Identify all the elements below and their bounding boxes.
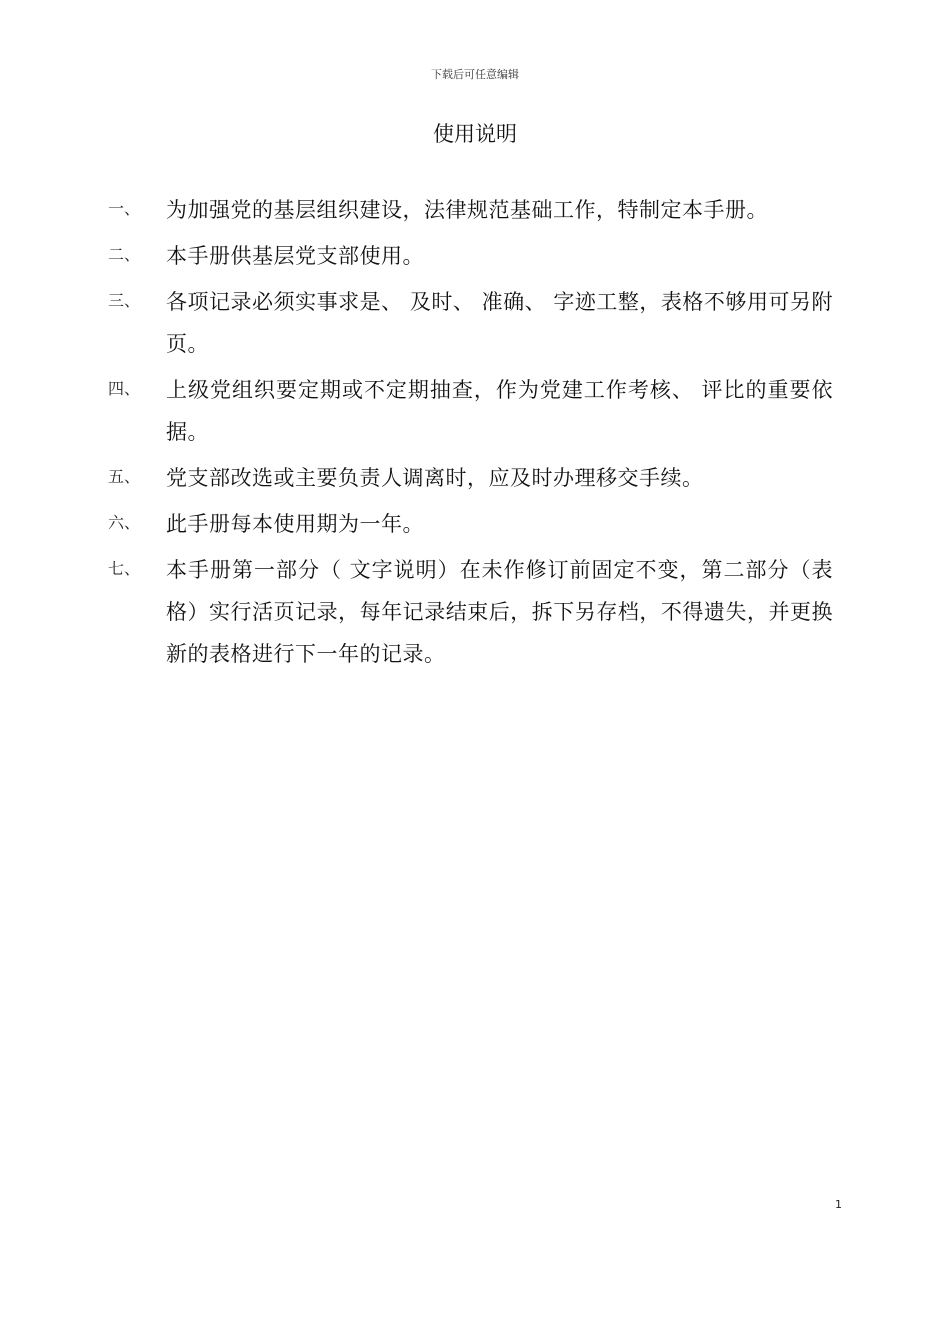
item-number: 七、 (108, 559, 141, 578)
item-text: 本手册供基层党支部使用。 (166, 244, 424, 268)
item-number: 四、 (108, 379, 141, 398)
list-item (108, 457, 833, 499)
page-number: 1 (835, 1198, 842, 1211)
header-note: 下载后可任意编辑 (431, 68, 519, 81)
instruction-list (108, 189, 833, 679)
item-text: 为加强党的基层组织建设，法律规范基础工作，特制定本手册。 (166, 198, 768, 222)
item-text: 上级党组织要定期或不定期抽查，作为党建工作考核、 评比的重要依据。 (166, 378, 833, 444)
item-text: 此手册每本使用期为一年。 (166, 512, 424, 536)
list-item (108, 235, 833, 277)
list-item (108, 503, 833, 545)
item-number: 六、 (108, 513, 141, 532)
list-item (108, 549, 833, 675)
list-item (108, 189, 833, 231)
list-item (108, 369, 833, 453)
item-text: 本手册第一部分（ 文字说明）在未作修订前固定不变，第二部分（表格）实行活页记录，每年记录结束后，拆下另存档，不得遗失，并更换新的表格进行下一年的记录。 (166, 558, 833, 666)
item-number: 一、 (108, 199, 141, 218)
item-number: 三、 (108, 291, 141, 310)
page-title: 使用说明 (433, 122, 517, 146)
item-text: 党支部改选或主要负责人调离时，应及时办理移交手续。 (166, 466, 704, 490)
list-item (108, 281, 833, 365)
item-number: 五、 (108, 467, 141, 486)
item-text: 各项记录必须实事求是、 及时、 准确、 字迹工整，表格不够用可另附页。 (166, 290, 833, 356)
item-number: 二、 (108, 245, 141, 264)
